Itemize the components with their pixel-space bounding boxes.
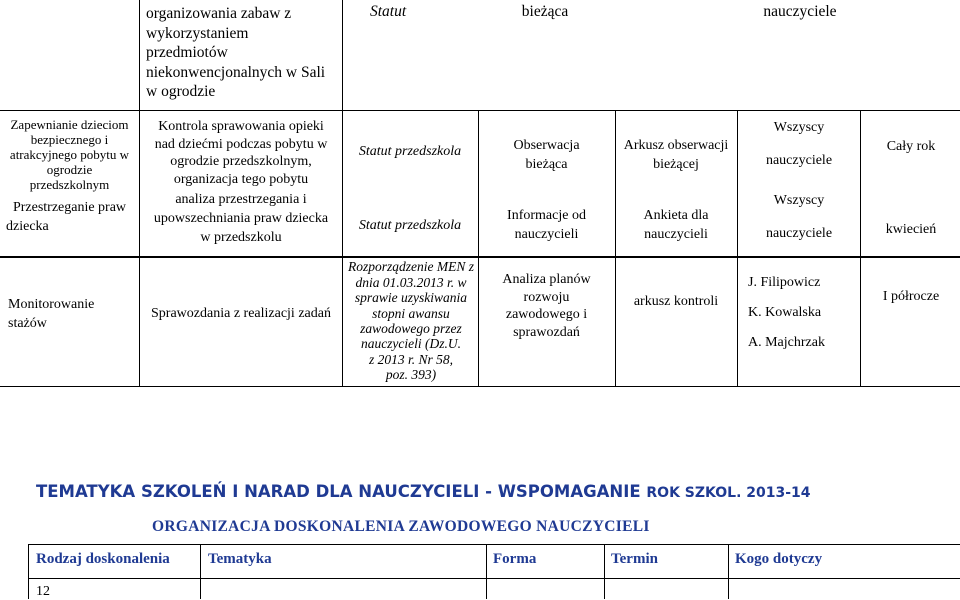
row2-term: I półrocze [882, 289, 940, 304]
row1-term-a: Cały rok [886, 139, 936, 154]
row2-tool: arkusz kontroli [633, 294, 719, 309]
page-number: 12 [36, 584, 50, 599]
row1-method-a: Obserwacja bieżąca [513, 138, 580, 172]
row1-area-a: Zapewnianie dzieciom bezpiecznego i atrakcyjnego pobytu w ogrodzie przedszkolnym [9, 116, 130, 192]
row0-activity-line: wykorzystaniem [146, 24, 249, 42]
row0-activity-line: organizowania zabaw z [146, 5, 292, 22]
row1-area-b: Przestrzeganie praw dziecka [6, 200, 127, 234]
row0-activity [146, 4, 342, 100]
row0-who: nauczyciele [763, 3, 837, 20]
row1-activity-a: Kontrola sprawowania opieki nad dziećmi podczas pobytu w ogrodzie przedszkolnym, organizacja tego pobytu [154, 119, 328, 187]
row2-who: J. Filipowicz K. Kowalska A. Majchrzak [748, 275, 825, 350]
row0-source: Statut [370, 3, 407, 20]
row2-source: Rozporządzenie MEN z dnia 01.03.2013 r. w sprawie uzyskiwania stopni awansu zawodowego przez nauczycieli (Dz.U. z 2013 r. Nr 58, poz. 393) [348, 259, 474, 383]
row1-who-a: Wszyscy nauczyciele [765, 120, 833, 168]
row0-activity-line: przedmiotów [146, 44, 228, 61]
row0-activity-line: niekonwencjonalnych w Sali [146, 63, 326, 81]
row2-activity: Sprawozdania z realizacji zadań [151, 306, 331, 321]
col-header-termin: Termin [611, 551, 658, 567]
row1-tool-a: Arkusz obserwacji bieżącej [623, 138, 729, 172]
row2-area: Monitorowanie stażów [8, 297, 95, 331]
section-subtitle: ORGANIZACJA DOSKONALENIA ZAWODOWEGO NAUCZYCIELI [152, 518, 650, 535]
col-header-kogo: Kogo dotyczy [735, 551, 823, 567]
col-header-rodzaj: Rodzaj doskonalenia [36, 551, 170, 567]
section-title: TEMATYKA SZKOLEŃ I NARAD DLA NAUCZYCIELI - WSPOMAGANIE ROK SZKOL. 2013-14 [36, 482, 811, 501]
row1-source-a: Statut przedszkola [358, 144, 462, 159]
row1-term-b: kwiecień [885, 222, 937, 237]
row1-method-b: Informacje od nauczycieli [507, 208, 586, 242]
row1-who-b: Wszyscy nauczyciele [765, 193, 833, 241]
row1-tool-b: Ankieta dla nauczycieli [643, 208, 709, 242]
row2-method: Analiza planów rozwoju zawodowego i sprawozdań [502, 272, 591, 340]
col-header-forma: Forma [493, 551, 537, 567]
row0-method: bieżąca [521, 3, 569, 20]
row0-activity-line: w ogrodzie [146, 83, 216, 100]
row1-source-b: Statut przedszkola [358, 218, 462, 233]
row1-activity-b: analiza przestrzegania i upowszechniania praw dziecka w przedszkolu [153, 191, 329, 245]
col-header-tematyka: Tematyka [208, 551, 272, 567]
